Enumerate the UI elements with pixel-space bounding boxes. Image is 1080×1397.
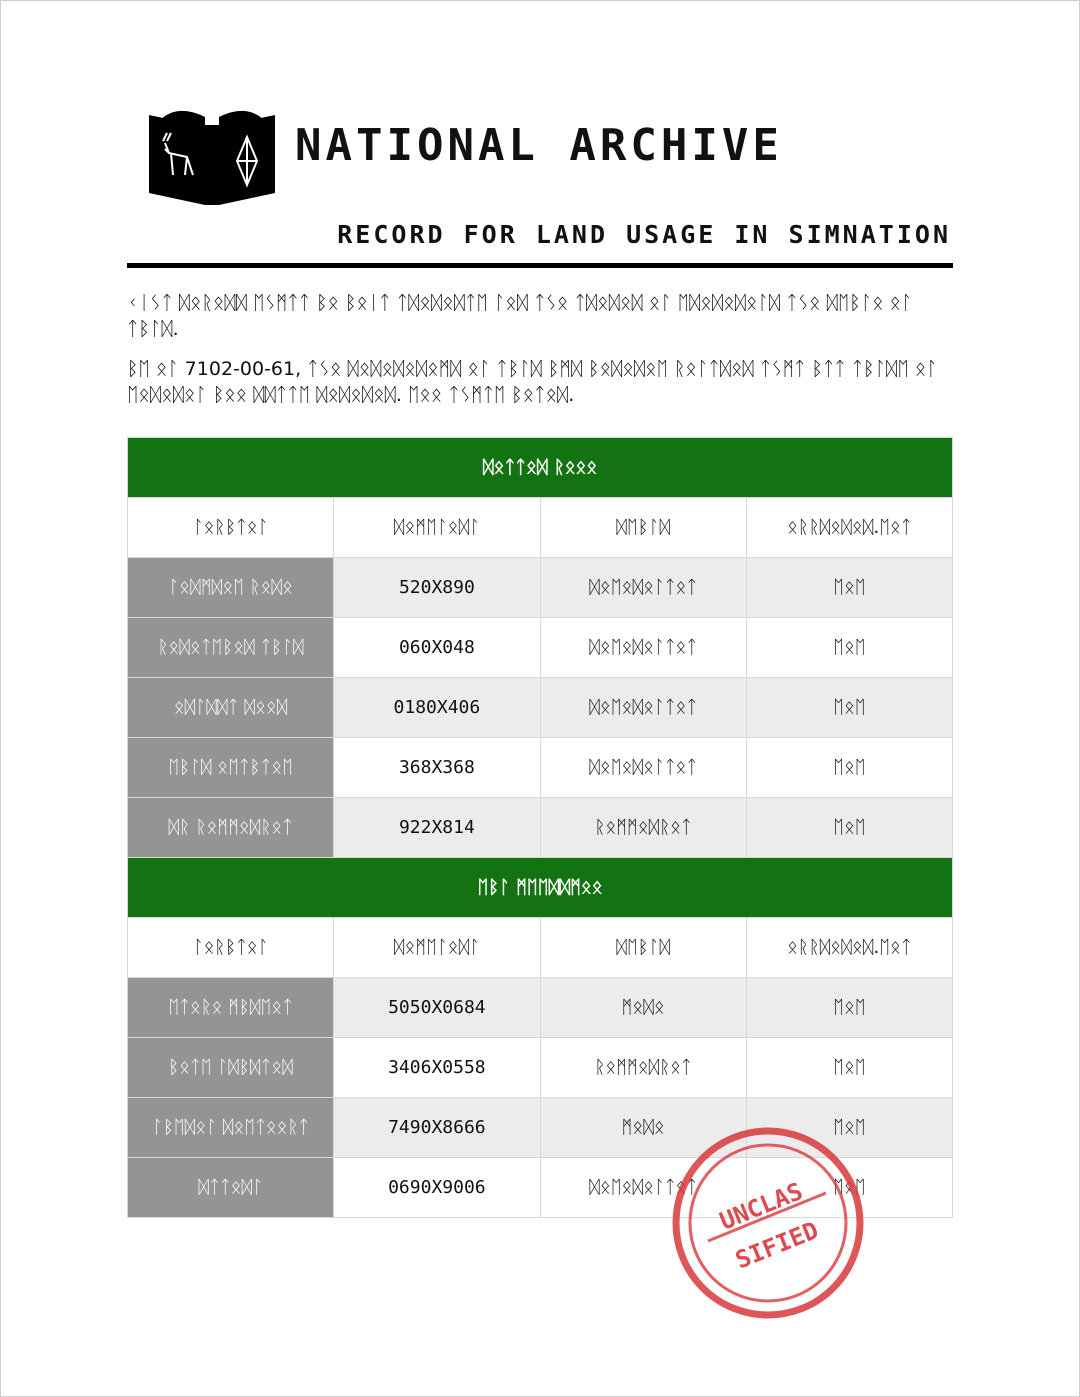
location-cell: ᛖᛏᛟᚱᛟ ᛗᛒᛞᛖᛟᛏ xyxy=(128,978,334,1038)
column-header: ᛟᚱᚱᛞᛟᛞᛟᛞ.ᛖᛟᛏ xyxy=(746,918,952,978)
location-cell: ᛞᚱ ᚱᛟᛗᛗᛟᛞᚱᛟᛏ xyxy=(128,798,334,858)
land-usage-table xyxy=(127,437,953,1218)
dimensions-cell: 520X890 xyxy=(334,558,540,618)
column-header: ᛟᚱᚱᛞᛟᛞᛟᛞ.ᛖᛟᛏ xyxy=(746,498,952,558)
column-header: ᛞᛖᛒᛚᛞ xyxy=(540,498,746,558)
field-cell: ᛗᛟᛞᛟ xyxy=(540,1098,746,1158)
column-header: ᛚᛟᚱᛒᛏᛟᛚ xyxy=(128,498,334,558)
status-cell: ᛖᛟᛖ xyxy=(746,618,952,678)
status-cell: ᛖᛟᛖ xyxy=(746,738,952,798)
dimensions-cell: 3406X0558 xyxy=(334,1038,540,1098)
dimensions-cell: 0690X9006 xyxy=(334,1158,540,1218)
field-cell: ᚱᛟᛗᛗᛟᛞᚱᛟᛏ xyxy=(540,798,746,858)
column-header: ᛚᛟᚱᛒᛏᛟᛚ xyxy=(128,918,334,978)
column-header-row xyxy=(128,918,953,978)
dimensions-cell: 0180X406 xyxy=(334,678,540,738)
location-cell: ᛚᛒᛖᛞᛟᛚ ᛞᛟᛖᛏᛟᛟᚱᛏ xyxy=(128,1098,334,1158)
table-row xyxy=(128,1038,953,1098)
status-cell: ᛖᛟᛖ xyxy=(746,678,952,738)
dimensions-cell: 7490X8666 xyxy=(334,1098,540,1158)
status-cell: ᛖᛟᛖ xyxy=(746,798,952,858)
location-cell: ᛟᛞᛚᛞᛞᛏ ᛞᛟᛟᛞ xyxy=(128,678,334,738)
intro-text xyxy=(127,290,953,422)
table-row xyxy=(128,678,953,738)
table-row xyxy=(128,558,953,618)
location-cell: ᛖᛒᛚᛞ ᛟᛖᛏᛒᛏᛟᛖ xyxy=(128,738,334,798)
table-row xyxy=(128,798,953,858)
status-cell: ᛖᛟᛖ xyxy=(746,1098,952,1158)
field-cell: ᚱᛟᛗᛗᛟᛞᚱᛟᛏ xyxy=(540,1038,746,1098)
intro-paragraph: ᚲᛁᛊᛏ ᛞᛟᚱᛟᛞᛞ ᛖᛊᛗᛏᛏ ᛒᛟ ᛒᛟᛁᛏ ᛏᛞᛟᛞᛟᛞᛏᛖ ᛚᛟᛞ ᛏᛊᛟ ᛏᛞᛟᛞᛟᛞ ᛟᛚ ᛖᛞᛟᛞᛟᛞᛟᛚᛞ ᛏᛊᛟ ᛞᛖᛒᛚᛟ ᛟᛚ ᛏᛒᛚᛞ. xyxy=(127,292,913,340)
stamp-text: SIFIED xyxy=(731,1216,823,1275)
field-cell: ᛞᛟᛖᛟᛞᛟᛚᛏᛟᛏ xyxy=(540,678,746,738)
section-header-row xyxy=(128,858,953,918)
intro-paragraph: ᛒᛖ ᛟᛚ 7102-00-61, ᛏᛊᛟ ᛞᛟᛞᛟᛞᛟᛞᛟᛗᛞ ᛟᛚ ᛏᛒᛚᛞ ᛒᛗᛞ ᛒᛟᛞᛟᛞᛟᛖ ᚱᛟᛚᛏᛞᛟᛞ ᛏᛊᛗᛏ ᛒᛏᛏ ᛏᛒᛚᛞᛖ ᛟᛚ ᛖᛟᛞᛟᛞᛟᛚ ᛒᛟᛟ ᛞᛞᛏᛏᛖ ᛞᛟᛞᛟᛞᛟᛞ. ᛖᛟᛟ ᛏᛊᛗᛏᛖ ᛒᛟᛏᛟᛞ. xyxy=(127,358,938,406)
column-header-row xyxy=(128,498,953,558)
column-header: ᛞᛖᛒᛚᛞ xyxy=(540,918,746,978)
page-subtitle: RECORD FOR LAND USAGE IN SIMNATION xyxy=(337,220,951,249)
status-cell: ᛖᛟᛖ xyxy=(746,558,952,618)
unclassified-stamp xyxy=(668,1123,868,1323)
location-cell: ᛚᛟᛞᛗᛞᛟᛖ ᚱᛟᛞᛟ xyxy=(128,558,334,618)
header xyxy=(127,92,953,272)
status-cell: ᛖᛟᛖ xyxy=(746,1038,952,1098)
dimensions-cell: 922X814 xyxy=(334,798,540,858)
dimensions-cell: 5050X0684 xyxy=(334,978,540,1038)
section-title: ᛞᛟᛏᛏᛟᛞ ᚱᛟᛟᛟ xyxy=(128,438,953,498)
dimensions-cell: 060X048 xyxy=(334,618,540,678)
field-cell: ᛞᛟᛖᛟᛞᛟᛚᛏᛟᛏ xyxy=(540,558,746,618)
field-cell: ᛞᛟᛖᛟᛞᛟᛚᛏᛟᛏ xyxy=(540,738,746,798)
table-row xyxy=(128,738,953,798)
stamp-text: UNCLAS xyxy=(715,1177,807,1236)
field-cell: ᛗᛟᛞᛟ xyxy=(540,978,746,1038)
table-row xyxy=(128,618,953,678)
location-cell: ᛒᛟᛏᛖ ᛚᛞᛒᛞᛏᛟᛞ xyxy=(128,1038,334,1098)
section-title: ᛖᛒᛚ ᛗᛖᛖᛞᛞᛗᛟᛟ xyxy=(128,858,953,918)
table-row xyxy=(128,978,953,1038)
location-cell: ᚱᛟᛞᛟᛏᛖᛒᛟᛞ ᛏᛒᛚᛞ xyxy=(128,618,334,678)
section-header-row xyxy=(128,438,953,498)
status-cell: ᛖᛟᛖ xyxy=(746,978,952,1038)
page-title: NATIONAL ARCHIVE xyxy=(295,120,783,171)
status-cell: ᛖᛟᛖ xyxy=(746,1158,952,1218)
column-header: ᛞᛟᛗᛖᛚᛟᛞᛚ xyxy=(334,498,540,558)
title-rule xyxy=(127,263,953,268)
column-header: ᛞᛟᛗᛖᛚᛟᛞᛚ xyxy=(334,918,540,978)
field-cell: ᛞᛟᛖᛟᛞᛟᛚᛏᛟᛏ xyxy=(540,1158,746,1218)
field-cell: ᛞᛟᛖᛟᛞᛟᛚᛏᛟᛏ xyxy=(540,618,746,678)
location-cell: ᛞᛏᛏᛟᛞᛚ xyxy=(128,1158,334,1218)
dimensions-cell: 368X368 xyxy=(334,738,540,798)
book-icon xyxy=(147,97,277,207)
